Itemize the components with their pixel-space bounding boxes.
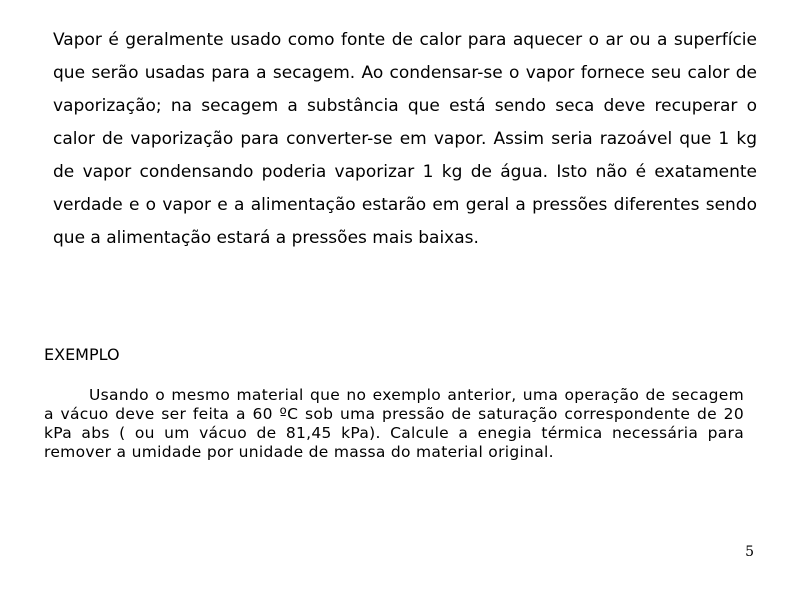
example-heading: EXEMPLO xyxy=(44,345,120,364)
example-text: Usando o mesmo material que no exemplo anterior, uma operação de secagem a vácuo deve ser feita a 60 ºC sob uma pressão de saturação correspondente de 20 kPa abs ( ou um vácuo de 81,45 kPa). Calcule a enegia térmica necessária para remover a umidade por unidade de massa do material original. xyxy=(44,386,744,461)
body-paragraph: Vapor é geralmente usado como fonte de calor para aquecer o ar ou a superfície que serão usadas para a secagem. Ao condensar-se o vapor fornece seu calor de vaporização; na secagem a substância que está sendo seca deve recuperar o calor de vaporização para converter-se em vapor. Assim seria razoável que 1 kg de vapor condensando poderia vaporizar 1 kg de água. Isto não é exatamente verdade e o vapor e a alimentação estarão em geral a pressões diferentes sendo que a alimentação estará a pressões mais baixas. xyxy=(53,30,757,248)
page-number: 5 xyxy=(745,544,754,560)
